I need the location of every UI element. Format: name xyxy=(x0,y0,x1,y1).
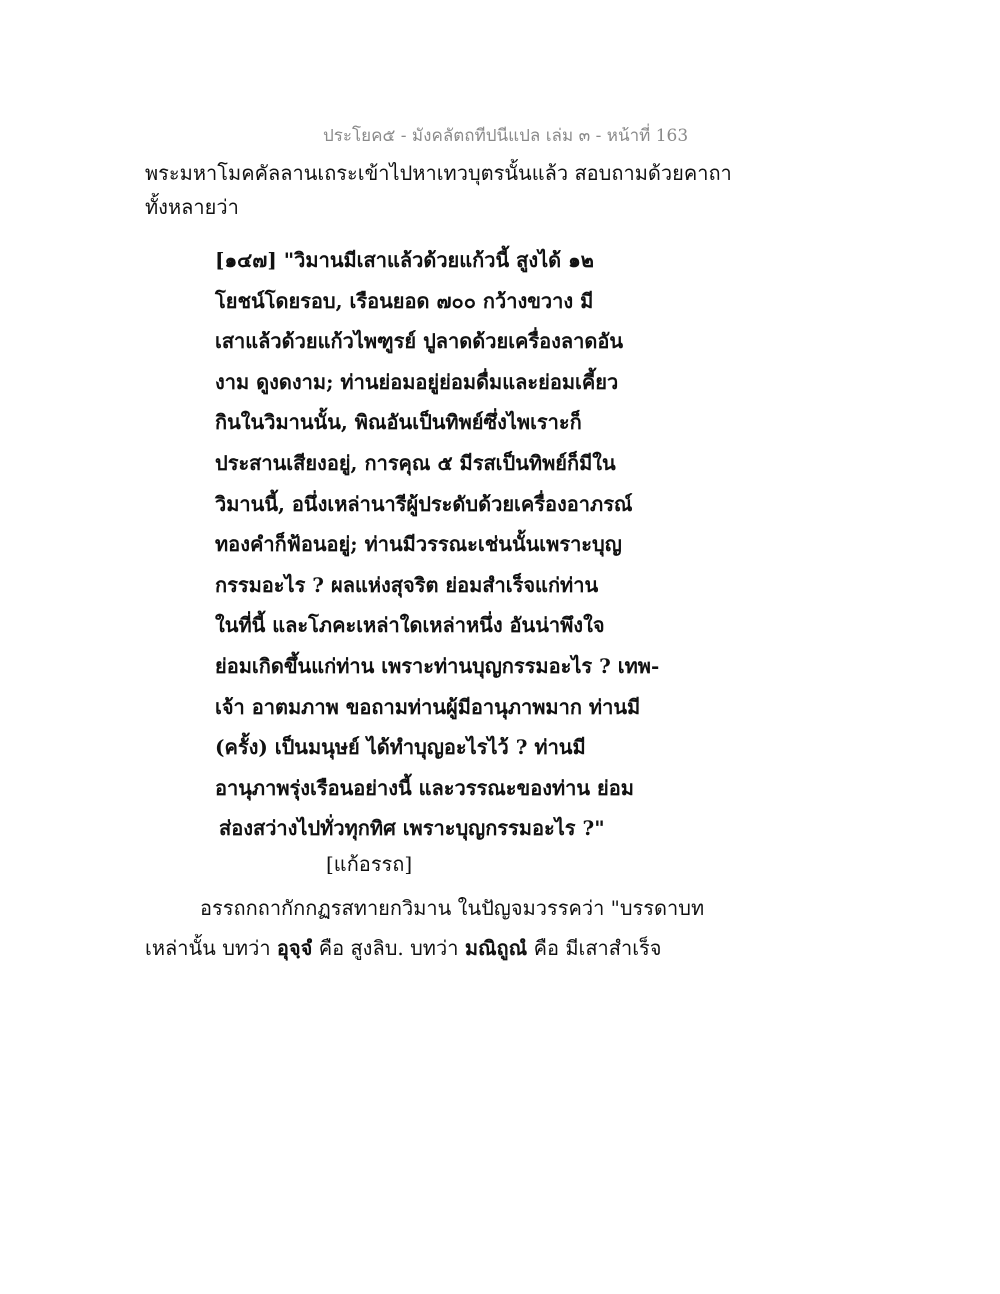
verse-line: วิมานนี้, อนึ่งเหล่านารีผู้ประดับด้วยเครื่องอาภรณ์ xyxy=(215,491,633,516)
verse-line: ส่องสว่างไปทั่วทุกทิศ เพราะบุญกรรมอะไร ?" xyxy=(219,816,605,841)
intro-line-2: ทั้งหลายว่า xyxy=(145,195,239,219)
verse-line: กินในวิมานนั้น, พิณอันเป็นทิพย์ซึ่งไพเราะก็ xyxy=(215,410,582,435)
commentary-text: คือ มีเสาสำเร็จ xyxy=(527,936,662,960)
verse-line: โยชน์โดยรอบ, เรือนยอด ๗๐๐ กว้างขวาง มี xyxy=(215,288,594,313)
pali-term: มณิถูณํ xyxy=(464,936,528,960)
verse-line: อานุภาพรุ่งเรือนอย่างนี้ และวรรณะของท่าน ย่อม xyxy=(215,775,634,800)
source-reference: [แก้อรรถ] xyxy=(326,852,413,876)
verse-line: ย่อมเกิดขึ้นแก่ท่าน เพราะท่านบุญกรรมอะไร ? เทพ- xyxy=(215,653,660,678)
commentary-paragraph xyxy=(145,888,704,968)
verse-line: งาม ดูงดงาม; ท่านย่อมอยู่ย่อมดื่มและย่อมเคี้ยว xyxy=(215,369,619,394)
verse-line: ในที่นี้ และโภคะเหล่าใดเหล่าหนึ่ง อันน่าพึงใจ xyxy=(215,613,605,638)
commentary-text: เหล่านั้น บทว่า xyxy=(145,936,277,960)
intro-line-1: พระมหาโมคคัลลานเถระเข้าไปหาเทวบุตรนั้นแล้ว สอบถามด้วยคาถา xyxy=(145,161,732,185)
pali-term: อุจฺจํ xyxy=(276,936,313,960)
page-header: ประโยค๕ - มังคลัตถทีปนีแปล เล่ม ๓ - หน้าที่ 163 xyxy=(323,126,689,146)
verse-line: เสาแล้วด้วยแก้วไพฑูรย์ ปูลาดด้วยเครื่องลาดอัน xyxy=(215,329,624,354)
verse-line: เจ้า อาตมภาพ ขอถามท่านผู้มีอานุภาพมาก ท่านมี xyxy=(215,694,641,719)
commentary-line-2 xyxy=(145,928,704,968)
commentary-line-1: อรรถกถากักกฏรสทายกวิมาน ในปัญจมวรรคว่า "บรรดาบท xyxy=(200,896,705,920)
verse-line: กรรมอะไร ? ผลแห่งสุจริต ย่อมสำเร็จแก่ท่าน xyxy=(215,572,599,597)
verse-block xyxy=(215,240,659,849)
verse-line: ทองคำก็ฟ้อนอยู่; ท่านมีวรรณะเช่นนั้นเพราะบุญ xyxy=(215,532,622,557)
verse-line: [๑๔๗] "วิมานมีเสาแล้วด้วยแก้วนี้ สูงได้ ๑๒ xyxy=(215,248,594,272)
verse-line: (ครั้ง) เป็นมนุษย์ ได้ทำบุญอะไรไว้ ? ท่านมี xyxy=(215,735,586,760)
commentary-text: คือ สูงลิบ. บทว่า xyxy=(312,936,465,960)
verse-line: ประสานเสียงอยู่, การคุณ ๕ มีรสเป็นทิพย์ก็มีใน xyxy=(215,450,616,475)
